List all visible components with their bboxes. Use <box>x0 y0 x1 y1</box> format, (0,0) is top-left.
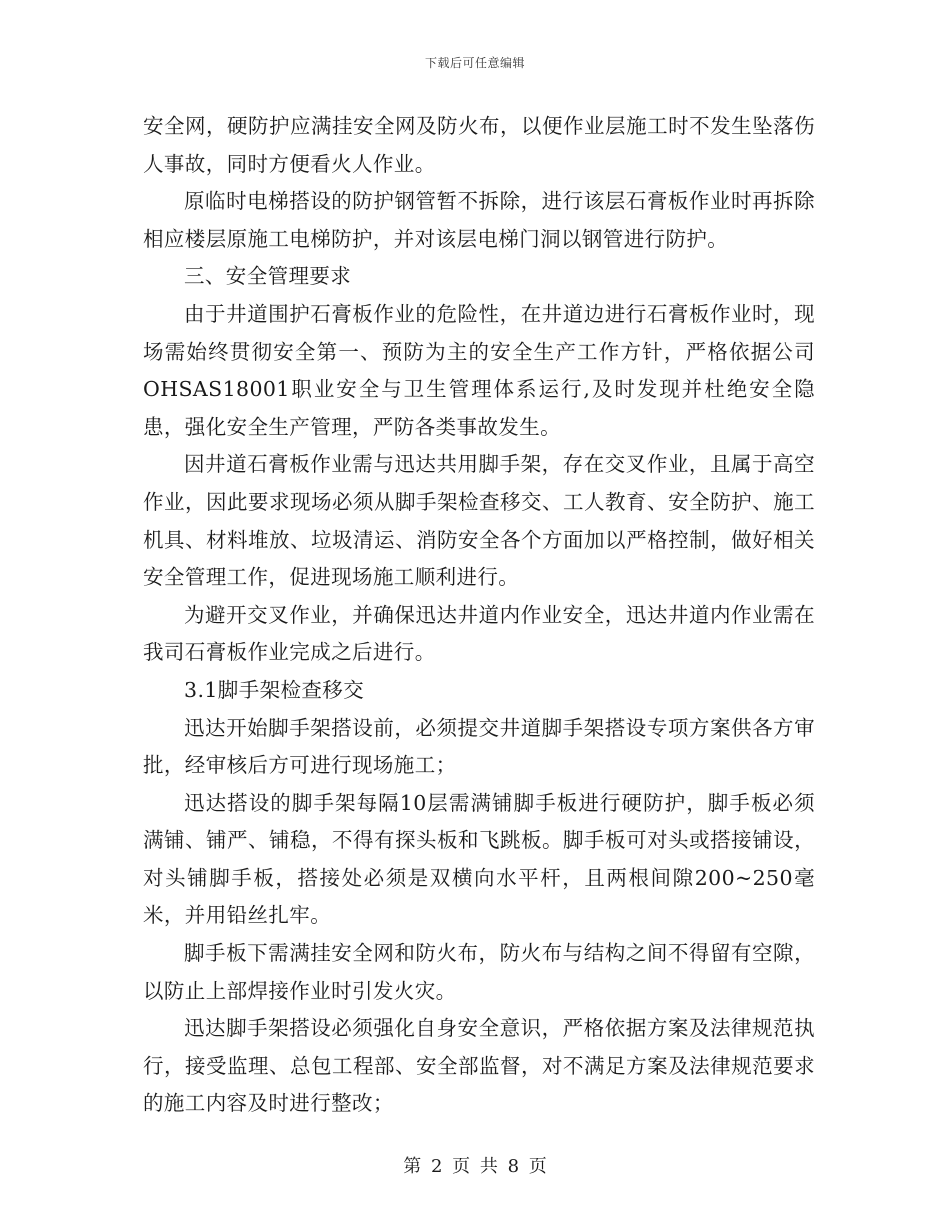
paragraph-9: 迅达脚手架搭设必须强化自身安全意识，严格依据方案及法律规范执行，接受监理、总包工程部、安全部监督，对不满足方案及法律规范要求的施工内容及时进行整改； <box>143 1016 815 1116</box>
paragraph-4: 因井道石膏板作业需与迅达共用脚手架，存在交叉作业，且属于高空作业，因此要求现场必须从脚手架检查移交、工人教育、安全防护、施工机具、材料堆放、垃圾清运、消防安全各个方面加以严格控制，做好相关安全管理工作，促进现场施工顺利进行。 <box>143 452 815 590</box>
paragraph-2: 原临时电梯搭设的防护钢管暂不拆除，进行该层石膏板作业时再拆除相应楼层原施工电梯防护，并对该层电梯门洞以钢管进行防护。 <box>143 189 815 251</box>
page-header: 下载后可任意编辑 <box>424 56 525 70</box>
paragraph-7: 迅达搭设的脚手架每隔10层需满铺脚手板进行硬防护，脚手板必须满铺、铺严、铺稳，不得有探头板和飞跳板。脚手板可对头或搭接铺设，对头铺脚手板，搭接处必须是双横向水平杆，且两根间隙200~250毫米，并用铅丝扎牢。 <box>143 790 815 928</box>
paragraph-5: 为避开交叉作业，并确保迅达井道内作业安全，迅达井道内作业需在我司石膏板作业完成之后进行。 <box>143 602 815 665</box>
section-heading-safety-management: 三、安全管理要求 <box>184 264 352 289</box>
paragraph-1: 安全网，硬防护应满挂安全网及防火布，以便作业层施工时不发生坠落伤人事故，同时方便看火人作业。 <box>143 114 815 176</box>
paragraph-3: 由于井道围护石膏板作业的危险性，在井道边进行石膏板作业时，现场需始终贯彻安全第一、预防为主的安全生产工作方针，严格依据公司OHSAS18001职业安全与卫生管理体系运行,及时发现并杜绝安全隐患，强化安全生产管理，严防各类事故发生。 <box>143 301 815 439</box>
paragraph-8: 脚手板下需满挂安全网和防火布，防火布与结构之间不得留有空隙，以防止上部焊接作业时引发火灾。 <box>143 941 815 1003</box>
page-number-footer: 第 2 页 共 8 页 <box>403 1156 547 1177</box>
subsection-heading-scaffold-handover: 3.1脚手架检查移交 <box>184 677 365 702</box>
document-body <box>143 108 815 1123</box>
paragraph-6: 迅达开始脚手架搭设前，必须提交井道脚手架搭设专项方案供各方审批，经审核后方可进行现场施工； <box>143 715 815 778</box>
